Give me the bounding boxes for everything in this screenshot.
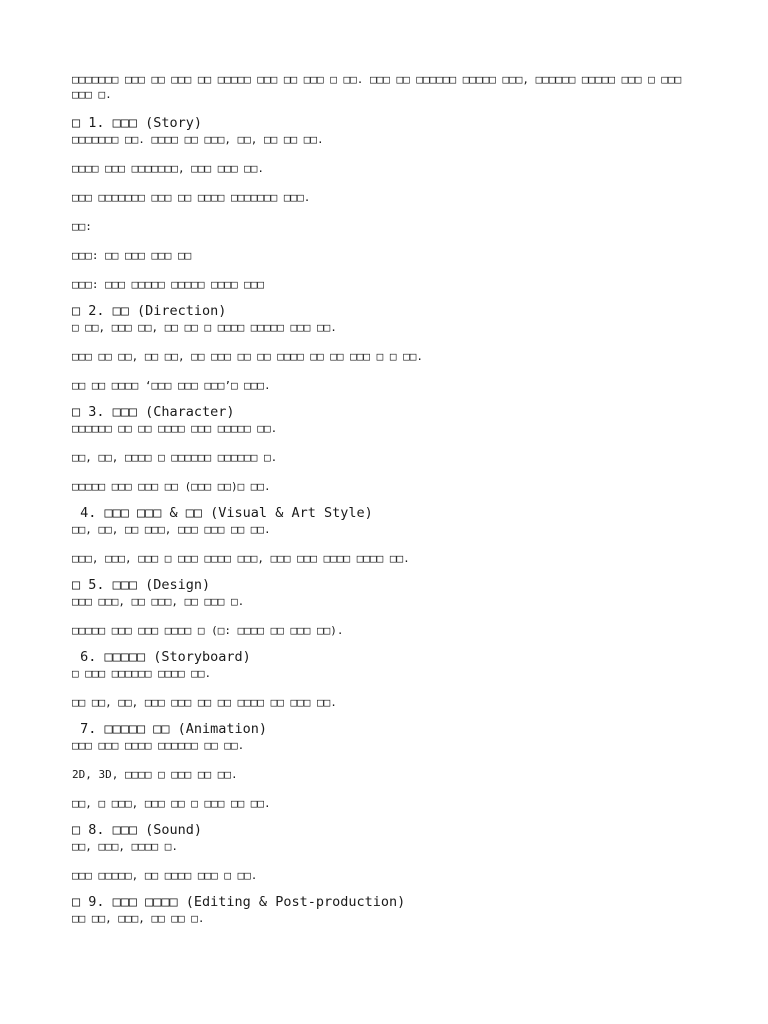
paragraph: □□: <box>72 220 92 233</box>
paragraph: □□□ □□□ □□□□ □□□□□□ □□ □□. <box>72 739 245 752</box>
paragraph: □□ □□, □□□, □□ □□ □. <box>72 912 205 925</box>
paragraph: □□□□□ □□□ □□□ □□ (□□□ □□)□ □□. <box>72 480 271 493</box>
section-heading: □ 2. □□ (Direction) <box>72 303 227 319</box>
paragraph: □□□□□ □□□ □□□ □□□□ □ (□: □□□□ □□ □□□ □□). <box>72 624 344 637</box>
paragraph: □□, □□□, □□□□ □. <box>72 840 178 853</box>
paragraph: □□, □ □□□, □□□ □□ □ □□□ □□ □□. <box>72 797 271 810</box>
paragraph: □ □□, □□□ □□, □□ □□ □ □□□□ □□□□□ □□□ □□. <box>72 321 337 334</box>
intro-paragraph: □□□□□□□ □□□ □□ □□□ □□ □□□□□ □□□ □□ □□□ □ □□. □□□ □□ □□□□□□ □□□□□ □□□, □□□□□□ □□□□□ □□□ □ □□□ □□□ □. <box>72 73 688 101</box>
section-story <box>72 114 696 292</box>
paragraph: □□□ □□□□□□□ □□□ □□ □□□□ □□□□□□□ □□□. <box>72 191 311 204</box>
paragraph: □□ □□, □□, □□□ □□□ □□ □□ □□□□ □□ □□□ □□. <box>72 696 337 709</box>
section-heading: □ 8. □□□ (Sound) <box>72 822 203 838</box>
section-heading: 6. □□□□□ (Storyboard) <box>72 649 251 665</box>
section-heading: □ 5. □□□ (Design) <box>72 577 211 593</box>
section-storyboard <box>72 648 696 710</box>
paragraph: □ □□□ □□□□□□ □□□□ □□. <box>72 667 212 680</box>
section-heading: □ 9. □□□ □□□□ (Editing & Post-production) <box>72 894 406 910</box>
paragraph: □□□ □□ □□, □□ □□, □□ □□□ □□ □□ □□□□ □□ □□ □□□ □ □ □□. <box>72 350 423 363</box>
paragraph: □□, □□, □□ □□□, □□□ □□□ □□ □□. <box>72 523 271 536</box>
section-heading: 4. □□□ □□□ & □□ (Visual & Art Style) <box>72 505 373 521</box>
section-sound <box>72 821 696 883</box>
paragraph: □□, □□, □□□□ □ □□□□□□ □□□□□□ □. <box>72 451 278 464</box>
paragraph: □□□□ □□□ □□□□□□□, □□□ □□□ □□. <box>72 162 265 175</box>
paragraph: □□□: □□□ □□□□□ □□□□□ □□□□ □□□ <box>72 278 265 291</box>
section-direction <box>72 302 696 393</box>
paragraph: □□ □□ □□□□ ‘□□□ □□□ □□□’□ □□□. <box>72 379 271 392</box>
paragraph: □□□□□□ □□ □□ □□□□ □□□ □□□□□ □□. <box>72 422 278 435</box>
section-visual-art-style <box>72 504 696 566</box>
section-heading: 7. □□□□□ □□ (Animation) <box>72 721 268 737</box>
paragraph: □□□, □□□, □□□ □ □□□ □□□□ □□□, □□□ □□□ □□□□ □□□□ □□. <box>72 552 410 565</box>
paragraph: 2D, 3D, □□□□ □ □□□ □□ □□. <box>72 768 238 781</box>
section-design <box>72 576 696 638</box>
paragraph: □□□: □□ □□□ □□□ □□ <box>72 249 192 262</box>
section-character <box>72 403 696 494</box>
section-heading: □ 1. □□□ (Story) <box>72 115 203 131</box>
paragraph: □□□□□□□ □□. □□□□ □□ □□□, □□, □□ □□ □□. <box>72 133 324 146</box>
paragraph: □□□ □□□□□, □□ □□□□ □□□ □ □□. <box>72 869 258 882</box>
paragraph: □□□ □□□, □□ □□□, □□ □□□ □. <box>72 595 245 608</box>
section-animation <box>72 720 696 811</box>
section-heading: □ 3. □□□ (Character) <box>72 404 235 420</box>
document-page <box>72 72 696 936</box>
section-editing-post-production <box>72 893 696 926</box>
